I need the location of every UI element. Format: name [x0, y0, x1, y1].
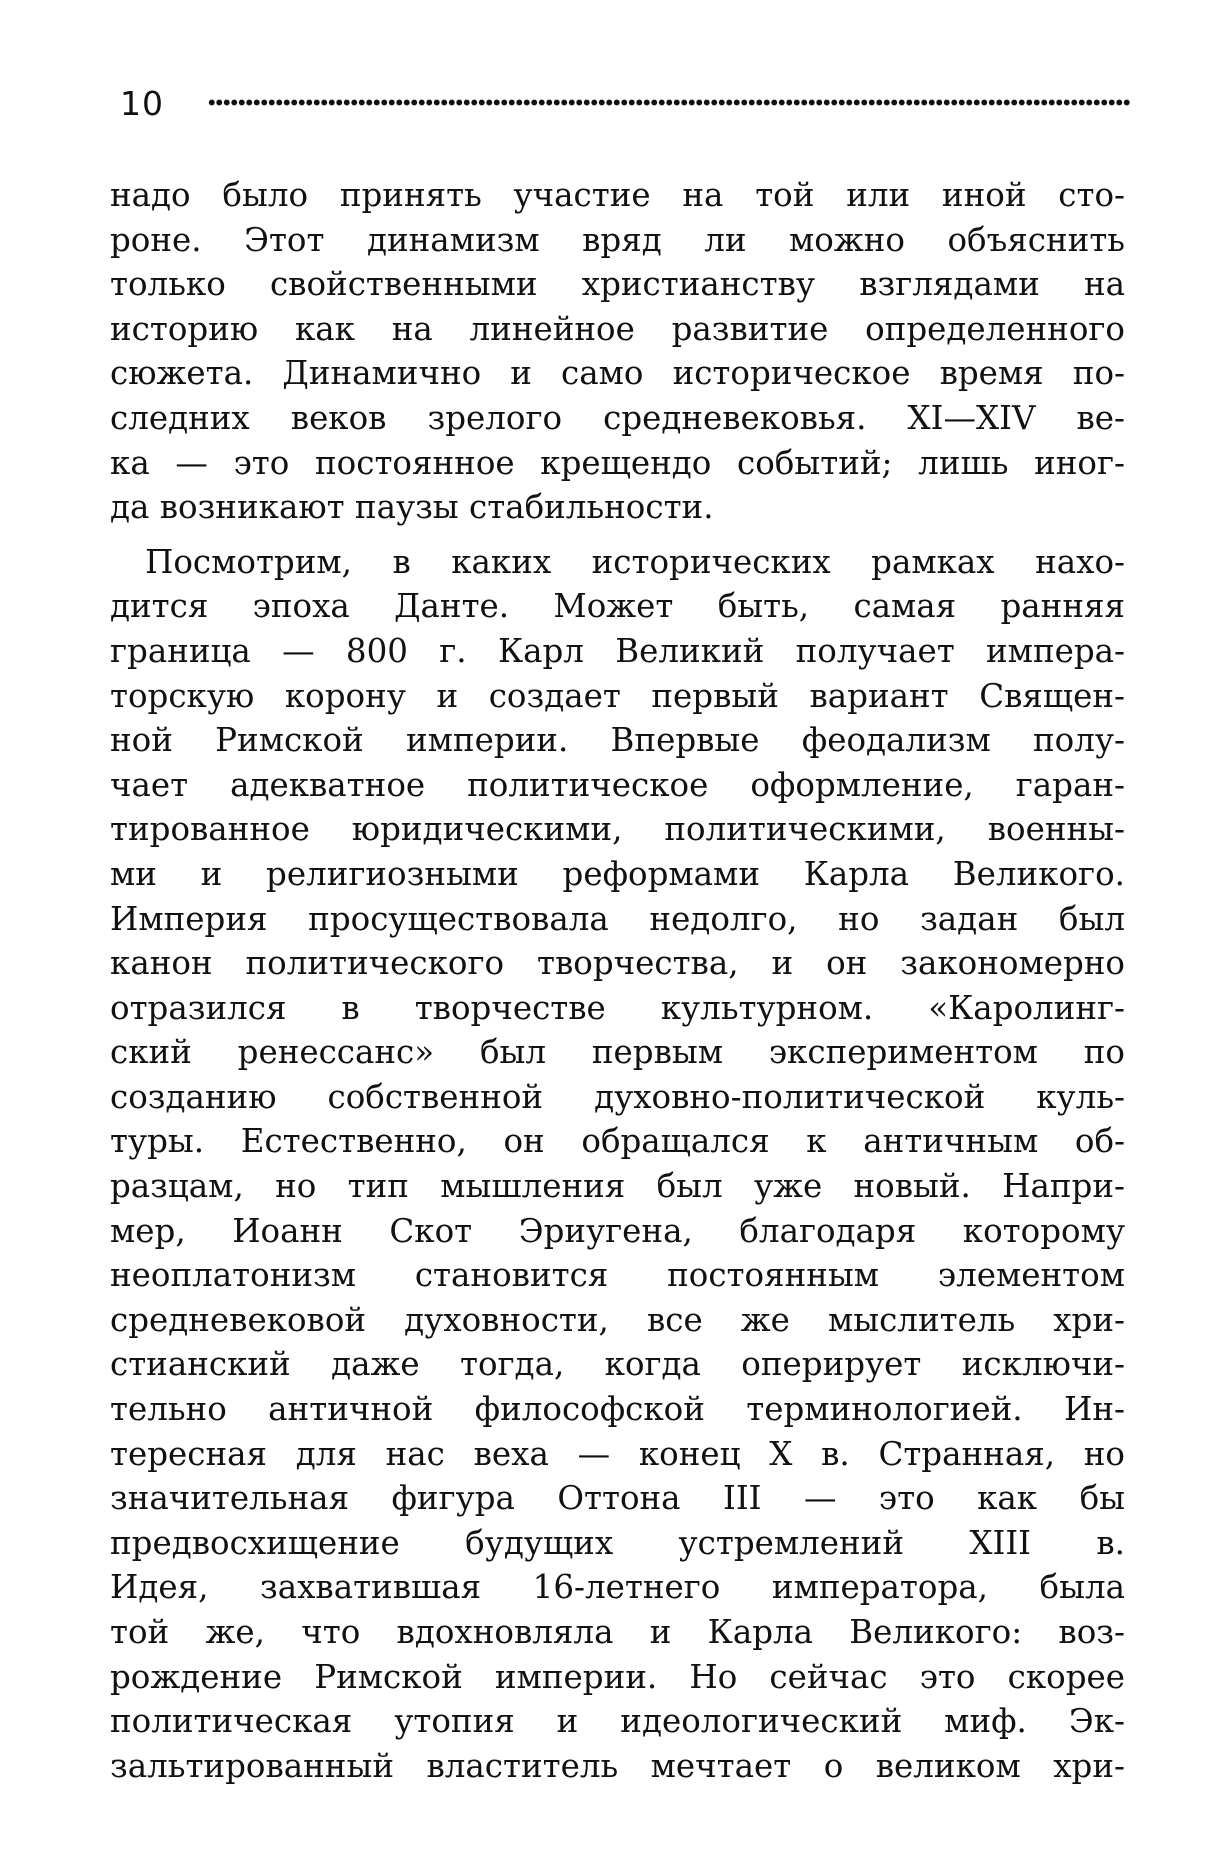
text-line: ка — это постоянное крещендо событий; лишь иног-: [110, 443, 1125, 482]
text-line: только свойственными христианству взглядами на: [110, 265, 1125, 304]
page-number: 10: [120, 84, 164, 123]
text-line: Империя просуществовала недолго, но задан был: [110, 899, 1125, 938]
page-header: [120, 84, 1130, 124]
text-line: тельно античной философской терминологией. Ин-: [110, 1390, 1125, 1429]
text-line: историю как на линейное развитие определенного: [110, 309, 1125, 348]
text-line: политическая утопия и идеологический миф. Эк-: [110, 1702, 1125, 1741]
text-line: ной Римской империи. Впервые феодализм полу-: [110, 721, 1125, 760]
text-line: тированное юридическими, политическими, военны-: [110, 810, 1125, 849]
text-line: чает адекватное политическое оформление, гаран-: [110, 765, 1125, 804]
text-line: предвосхищение будущих устремлений XIII в.: [110, 1523, 1125, 1562]
text-line: средневековой духовности, все же мыслитель хри-: [110, 1300, 1125, 1339]
text-line: зальтированный властитель мечтает о великом хри-: [110, 1746, 1125, 1785]
paragraph-2: [110, 540, 1125, 1789]
text-line: Идея, захватившая 16-летнего императора, была: [110, 1568, 1125, 1607]
text-line: туры. Естественно, он обращался к античным об-: [110, 1122, 1125, 1161]
text-line: Посмотрим, в каких исторических рамках нахо-: [145, 542, 1125, 581]
text-line: мер, Иоанн Скот Эриугена, благодаря которому: [110, 1211, 1125, 1250]
text-line: торскую корону и создает первый вариант Священ-: [110, 676, 1125, 715]
text-line: канон политического творчества, и он закономерно: [110, 944, 1125, 983]
text-line: ский ренессанс» был первым экспериментом по: [110, 1033, 1125, 1072]
paragraph-1: [110, 173, 1125, 530]
text-line: неоплатонизм становится постоянным элементом: [110, 1256, 1125, 1295]
text-line: разцам, но тип мышления был уже новый. Напри-: [110, 1167, 1125, 1206]
text-line: той же, что вдохновляла и Карла Великого: воз-: [110, 1613, 1125, 1651]
text-line: следних веков зрелого средневековья. XI—XIV ве-: [110, 398, 1125, 437]
text-line: роне. Этот динамизм вряд ли можно объяснить: [110, 220, 1125, 259]
text-line: дится эпоха Данте. Может быть, самая ранняя: [110, 587, 1125, 626]
text-line: отразился в творчестве культурном. «Каролинг-: [110, 988, 1125, 1027]
paragraph-gap: [110, 530, 1125, 540]
text-line: стианский даже тогда, когда оперирует исключи-: [110, 1345, 1125, 1384]
text-line: рождение Римской империи. Но сейчас это скорее: [110, 1657, 1125, 1696]
text-line: сюжета. Динамично и само историческое время по-: [110, 354, 1125, 393]
body-text: [110, 173, 1125, 1788]
header-ornament-rule: [208, 97, 1130, 108]
text-line: тересная для нас веха — конец X в. Странная, но: [110, 1434, 1125, 1473]
text-line: ми и религиозными реформами Карла Великого.: [110, 854, 1125, 893]
text-line: да возникают паузы стабильности.: [110, 488, 714, 527]
text-line: надо было принять участие на той или иной сто-: [110, 176, 1125, 214]
text-line: граница — 800 г. Карл Великий получает импера-: [110, 631, 1125, 670]
text-line: созданию собственной духовно-политической куль-: [110, 1077, 1125, 1116]
text-line: значительная фигура Оттона III — это как бы: [110, 1479, 1125, 1518]
